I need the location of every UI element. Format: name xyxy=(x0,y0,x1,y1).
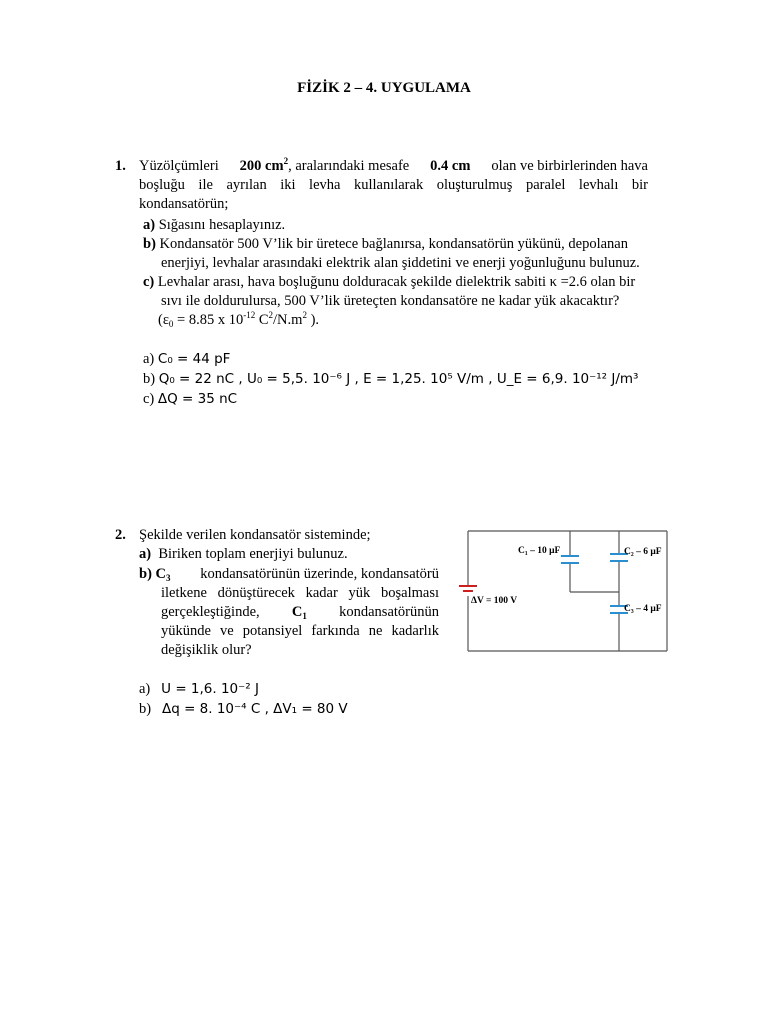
q2-part-b-line-2: iletkene dönüştürecek kadar yük boşalması xyxy=(161,585,439,601)
q2-part-b: b) $C_3$ kondansatörünün üzerinde, kondansatörü xyxy=(139,566,439,583)
q1-part-b: b) Kondansatör 500 V’lik bir üretece bağlanırsa, kondansatörün yükünü, depolanan xyxy=(143,236,628,252)
question-number: 2. xyxy=(115,527,126,543)
q1-epsilon-constant: ($\varepsilon_0 = 8.85$ x $10^{-12}$ $C^2/N.m^2$ ). xyxy=(158,310,320,329)
q1-answer-c: c) ΔQ = 35 nC xyxy=(143,391,238,407)
c2-label: C₂ – 6 μF xyxy=(624,547,662,557)
q2-answer-b: b) Δq = 8. 10⁻⁴ C , ΔV₁ = 80 V xyxy=(139,701,348,717)
q1-intro-line-2: boşluğu ile ayrılan iki levha kullanılarak oluşturulmuş paralel levhalı bir xyxy=(139,177,648,193)
c3-label: C₃ – 4 μF xyxy=(624,604,662,614)
capacitor-c1-icon xyxy=(561,556,579,563)
q2-part-b-line-3: gerçekleştiğinde, $C_1$ kondansatörünün xyxy=(161,604,439,621)
page-title: FİZİK 2 – 4. UYGULAMA xyxy=(297,80,471,96)
voltage-label: ΔV = 100 V xyxy=(471,596,518,606)
q2-part-b-line-5: değişiklik olur? xyxy=(161,642,252,658)
q1-intro-line-3: kondansatörün; xyxy=(139,196,229,212)
q1-intro-text: Yüzölçümleri xyxy=(139,158,219,174)
capacitor-circuit-diagram xyxy=(452,526,678,658)
q1-part-c: c) Levhalar arası, hava boşluğunu dolduracak şekilde dielektrik sabiti κ =2.6 olan bir xyxy=(143,274,636,290)
q1-part-a: a) Sığasını hesaplayınız. xyxy=(143,217,286,233)
q1-area-value: 200 $cm^2$, aralarındaki mesafe xyxy=(239,156,410,174)
q2-intro: Şekilde verilen kondansatör sisteminde; xyxy=(139,527,371,543)
question-number: 1. xyxy=(115,158,126,174)
q1-answer-a: a) C₀ = 44 pF xyxy=(143,351,231,367)
q1-answer-b: b) Q₀ = 22 nC , U₀ = 5,5. 10⁻⁶ J , E = 1,25. 10⁵ V/m , U_E = 6,9. 10⁻¹² J/m³ xyxy=(143,371,639,387)
battery-icon xyxy=(459,586,477,591)
q2-part-a: a) Biriken toplam enerjiyi bulunuz. xyxy=(139,546,348,562)
q1-part-b-line-2: enerjiyi, levhalar arasındaki elektrik alan şiddetini ve enerji yoğunluğunu bulunuz. xyxy=(161,255,640,271)
q2-part-b-line-4: yükünde ve potansiyel farkında ne kadarlık xyxy=(161,623,439,639)
c1-label: C₁ – 10 μF xyxy=(518,546,561,556)
q1-part-c-line-2: sıvı ile doldurulursa, 500 V’lik üreteçten kondansatöre ne kadar yük akacaktır? xyxy=(161,293,620,309)
q1-intro-line-1 xyxy=(139,158,648,175)
q2-answer-a: a) U = 1,6. 10⁻² J xyxy=(139,681,259,697)
q1-intro-text: olan ve birbirlerinden hava xyxy=(491,158,648,174)
q1-distance-value: 0.4 cm xyxy=(430,158,471,174)
